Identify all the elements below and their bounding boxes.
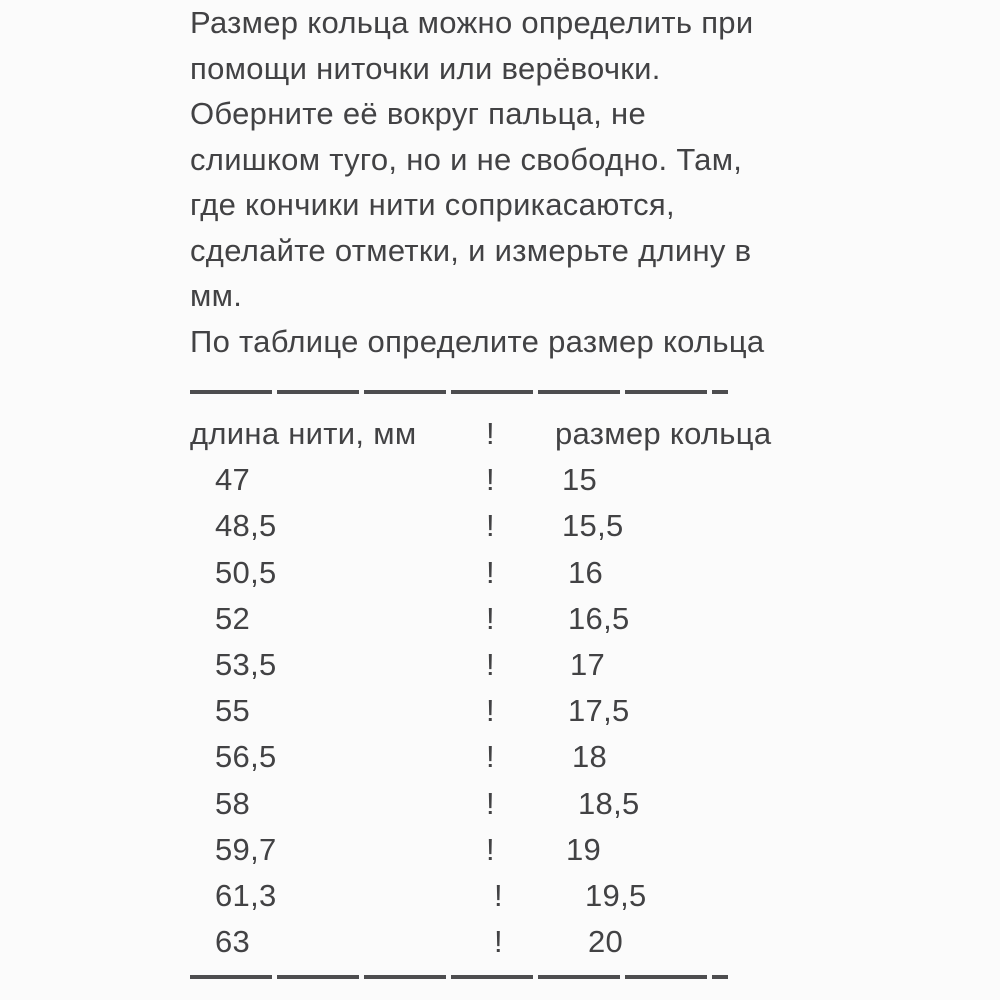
separator-mark: ! xyxy=(486,831,495,867)
ring-size-guide xyxy=(190,0,830,979)
divider-bottom xyxy=(190,975,728,979)
thread-length-value: 56,5 xyxy=(215,739,277,775)
separator-mark: ! xyxy=(486,739,495,775)
separator-mark: ! xyxy=(486,508,495,544)
intro-paragraph xyxy=(190,0,830,364)
ring-size-value: 20 xyxy=(588,924,624,960)
thread-length-value: 47 xyxy=(215,462,251,498)
size-table-header xyxy=(190,411,830,457)
ring-size-value: 15,5 xyxy=(562,508,624,544)
thread-length-value: 50,5 xyxy=(215,554,277,590)
intro-line-5: где кончики нити соприкасаются, xyxy=(190,187,675,222)
separator-mark: ! xyxy=(486,462,495,498)
table-row xyxy=(190,550,830,596)
table-row xyxy=(190,642,830,688)
separator-mark: ! xyxy=(486,416,495,451)
separator-mark: ! xyxy=(494,878,503,914)
thread-length-value: 53,5 xyxy=(215,647,277,683)
table-row xyxy=(190,688,830,734)
intro-line-3: Оберните её вокруг пальца, не xyxy=(190,96,647,131)
intro-line-4: слишком туго, но и не свободно. Там, xyxy=(190,141,743,177)
divider-top xyxy=(190,390,728,394)
intro-line-1: Размер кольца можно определить при xyxy=(190,5,754,40)
separator-mark: ! xyxy=(486,554,495,590)
intro-line-2: помощи ниточки или верёвочки. xyxy=(190,50,661,86)
thread-length-value: 48,5 xyxy=(215,508,277,544)
table-row xyxy=(190,827,830,873)
separator-mark: ! xyxy=(486,647,495,683)
table-row xyxy=(190,734,830,780)
intro-line-8: По таблице определите размер кольца xyxy=(190,323,765,359)
ring-size-value: 18 xyxy=(572,739,608,775)
table-row xyxy=(190,781,830,827)
intro-line-7: мм. xyxy=(190,278,243,313)
thread-length-value: 63 xyxy=(215,924,251,960)
table-row xyxy=(190,919,830,965)
table-row xyxy=(190,457,830,503)
table-row xyxy=(190,503,830,549)
separator-mark: ! xyxy=(486,600,495,636)
column-header-thread-length: длина нити, мм xyxy=(190,416,417,451)
thread-length-value: 61,3 xyxy=(215,878,277,914)
ring-size-value: 17,5 xyxy=(568,693,630,729)
ring-size-value: 16 xyxy=(568,554,604,590)
thread-length-value: 58 xyxy=(215,785,251,821)
table-row xyxy=(190,873,830,919)
column-header-ring-size: размер кольца xyxy=(555,416,772,451)
ring-size-value: 19 xyxy=(566,831,602,867)
ring-size-value: 16,5 xyxy=(568,600,630,636)
separator-mark: ! xyxy=(486,785,495,821)
intro-line-6: сделайте отметки, и измерьте длину в xyxy=(190,232,752,268)
separator-mark: ! xyxy=(494,924,503,960)
size-table xyxy=(190,411,830,965)
thread-length-value: 52 xyxy=(215,600,251,636)
ring-size-value: 19,5 xyxy=(585,878,647,914)
table-row xyxy=(190,596,830,642)
ring-size-value: 15 xyxy=(562,462,598,498)
ring-size-value: 18,5 xyxy=(578,785,640,821)
ring-size-value: 17 xyxy=(570,647,606,683)
separator-mark: ! xyxy=(486,693,495,729)
thread-length-value: 59,7 xyxy=(215,831,277,867)
thread-length-value: 55 xyxy=(215,693,251,729)
